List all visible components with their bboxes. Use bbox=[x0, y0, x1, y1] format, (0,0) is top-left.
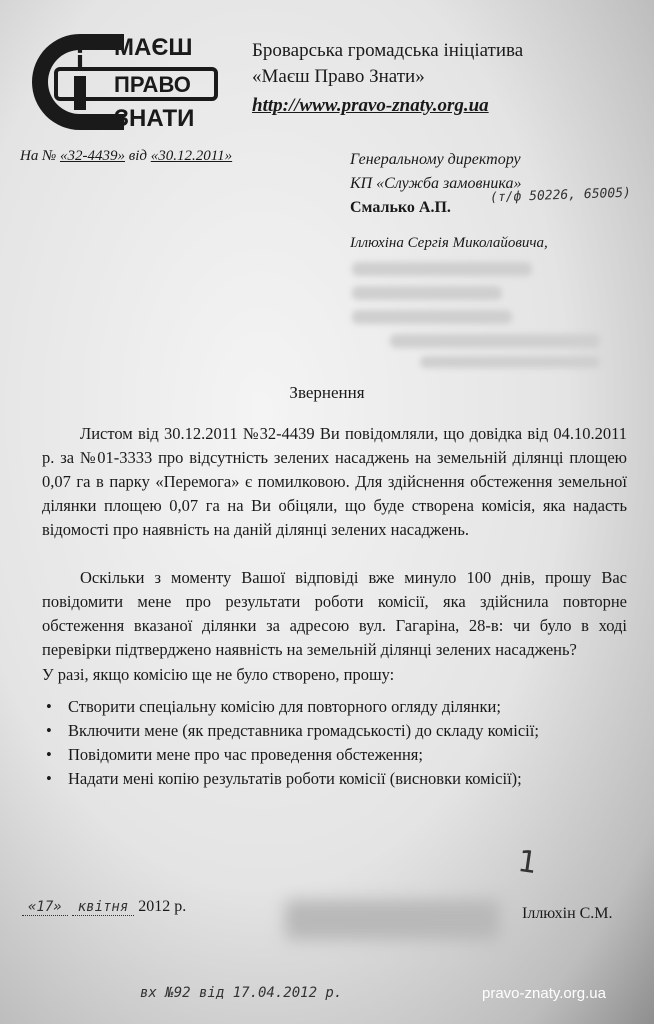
organization-url[interactable]: http://www.pravo-znaty.org.ua bbox=[252, 95, 489, 116]
addressee-line3: Смалько А.П. bbox=[350, 199, 451, 216]
organization-name-line2: «Маєш Право Знати» bbox=[252, 66, 425, 87]
date-day: «17» bbox=[22, 899, 68, 916]
document-title: Звернення bbox=[289, 383, 365, 402]
logo-line1: МАЄШ bbox=[114, 34, 193, 61]
sender-name: Іллюхіна Сергія Миколайовича, bbox=[350, 235, 548, 251]
logo-line2: ПРАВО bbox=[114, 72, 191, 97]
paragraph-3: У разі, якщо комісію ще не було створено, прошу: bbox=[42, 665, 395, 684]
logo-letter: i bbox=[75, 46, 85, 74]
addressee-line1: Генеральному директору bbox=[350, 151, 521, 168]
reference-middle: від bbox=[128, 148, 148, 164]
redacted-address-3 bbox=[352, 310, 512, 324]
redacted-address-1 bbox=[352, 262, 532, 276]
date-year: 2012 р. bbox=[138, 898, 187, 915]
letter-date bbox=[22, 898, 186, 916]
paragraph-2: Оскільки з моменту Вашої відповіді вже минуло 100 днів, прошу Вас повідомити мене про результати роботи комісії, яка здійснила повторне обстеження вказаної ділянки за адресою вул. Гагаріна, 28-в: чи було в ході перевірки підтверджено наявність на земельній ділянці зелених насаджень? bbox=[42, 568, 627, 659]
requests-list bbox=[46, 695, 626, 791]
signer-name: Іллюхін С.М. bbox=[522, 905, 613, 922]
logo-line3: ЗНАТИ bbox=[114, 105, 195, 132]
redacted-address-2 bbox=[352, 286, 502, 300]
request-item-1: • Створити спеціальну комісію для повторного огляду ділянки; bbox=[46, 695, 626, 719]
reference-prefix: На № bbox=[20, 148, 57, 164]
reference-date: «30.12.2011» bbox=[150, 148, 233, 164]
handwritten-phone-note: (т/ф 50226, 65005) bbox=[489, 185, 632, 206]
redacted-address-4 bbox=[390, 334, 600, 348]
request-item-2: • Включити мене (як представника громадськості) до складу комісії; bbox=[46, 719, 626, 743]
request-item-3: • Повідомити мене про час проведення обстеження; bbox=[46, 743, 626, 767]
addressee-line2: КП «Служба замовника» bbox=[350, 175, 522, 192]
organization-name bbox=[252, 38, 523, 90]
redacted-address-5 bbox=[420, 356, 600, 368]
paragraph-1: Листом від 30.12.2011 №32-4439 Ви повідомляли, що довідка від 04.10.2011 р. за №01-3333 про відсутність зелених насаджень на земельній ділянці площею 0,07 га в парку «Перемога» є помилковою. Для здійснення обстеження земельної ділянки площею 0,07 га на Ви обіцяли, що буде створена комісія, яка надасть відомості про наявність на даній ділянці зелених насаджень. bbox=[42, 424, 627, 539]
organization-logo bbox=[28, 28, 228, 138]
reference-number: «32-4439» bbox=[59, 148, 125, 164]
signature-mark: 1 bbox=[515, 843, 540, 882]
redacted-signature bbox=[285, 900, 500, 940]
request-item-4: • Надати мені копію результатів роботи комісії (висновки комісії); bbox=[46, 767, 626, 791]
organization-name-line1: Броварська громадська ініціатива bbox=[252, 40, 524, 61]
addressee-block bbox=[350, 148, 521, 220]
reference-line bbox=[20, 148, 232, 165]
watermark: pravo-znaty.org.ua bbox=[482, 985, 606, 1002]
date-month: квітня bbox=[72, 899, 135, 916]
registration-note: вх №92 від 17.04.2012 р. bbox=[140, 985, 343, 1001]
